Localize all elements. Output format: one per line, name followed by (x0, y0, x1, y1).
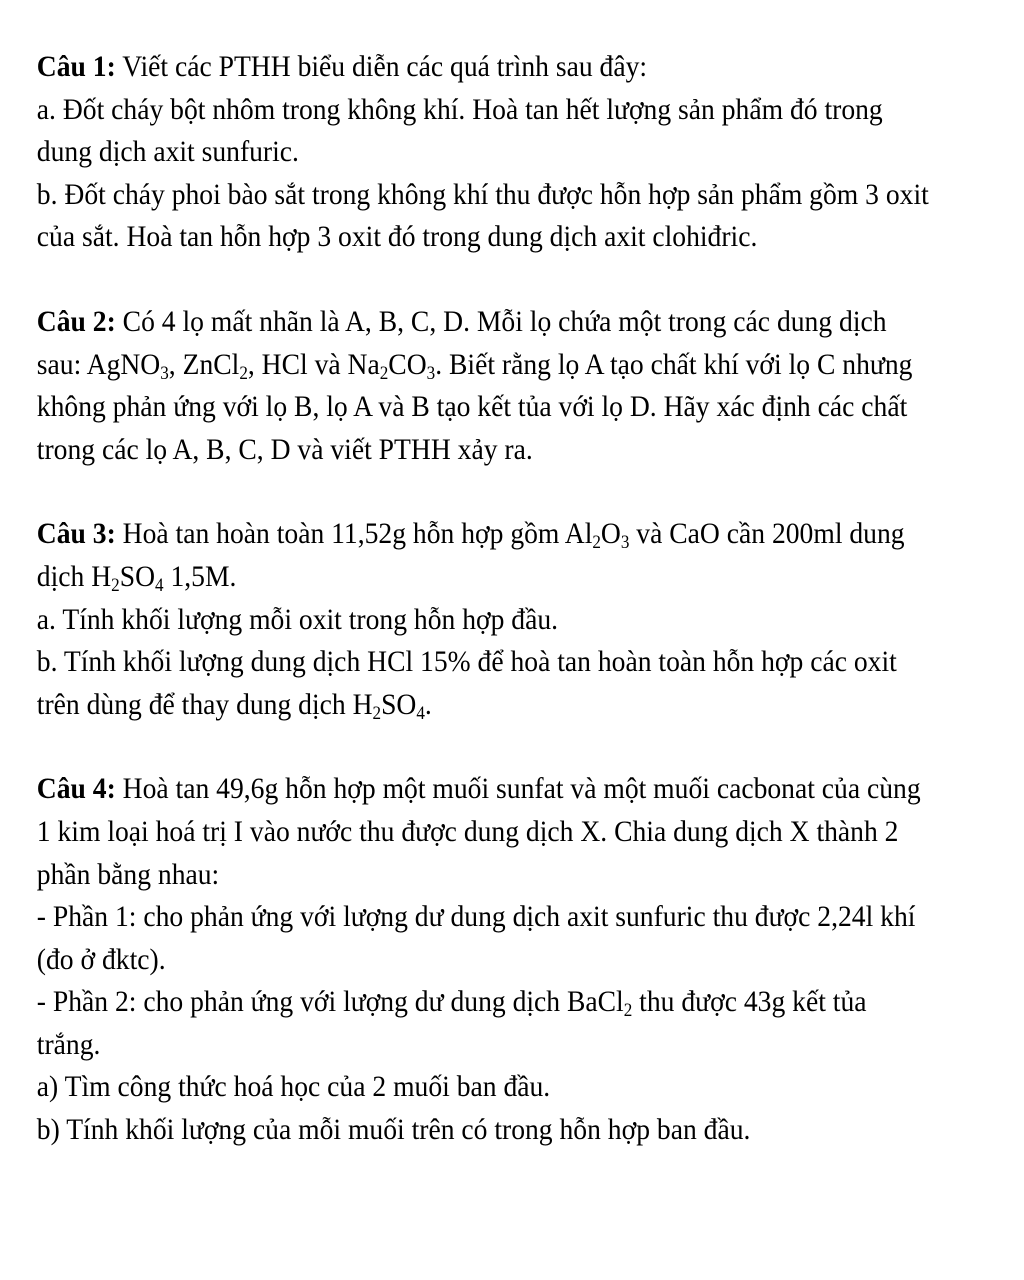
text-run: SO (119, 559, 156, 593)
text-run: - Phần 2: cho phản ứng với lượng dư dung dịch BaCl (36, 985, 624, 1019)
question-line (37, 599, 1011, 642)
text-run: b. Tính khối lượng dung dịch HCl 15% để hoà tan hoàn toàn hỗn hợp các oxit (36, 645, 897, 679)
text-run: trên dùng để thay dung dịch H (36, 687, 373, 721)
subscript: 2 (372, 702, 382, 724)
question-line (37, 896, 1011, 939)
text-run: dịch H (36, 559, 112, 593)
question-line (37, 811, 1011, 854)
subscript: 2 (239, 362, 248, 384)
question-label: Câu 2: (36, 304, 116, 338)
question-label: Câu 1: (36, 50, 116, 83)
text-run: Viết các PTHH biểu diễn các quá trình sau đây: (122, 50, 648, 83)
question-line (37, 174, 1011, 217)
question-line (37, 131, 1011, 174)
subscript: 2 (379, 362, 389, 384)
text-run: 1 kim loại hoá trị I vào nước thu được dung dịch X. Chia dung dịch X thành 2 (36, 814, 899, 848)
text-run: b) Tính khối lượng của mỗi muối trên có trong hỗn hợp ban đầu. (36, 1113, 751, 1147)
text-run: 1,5M. (163, 559, 237, 593)
text-run: không phản ứng với lọ B, lọ A và B tạo kết tủa với lọ D. Hãy xác định các chất (36, 390, 908, 424)
text-run: CO (388, 347, 427, 381)
text-run: O (600, 517, 621, 551)
text-run: a. Tính khối lượng mỗi oxit trong hỗn hợp đầu. (36, 602, 559, 636)
question-line (37, 981, 1011, 1024)
text-run: , ZnCl (168, 347, 240, 381)
question-line (37, 46, 1011, 89)
text-run: phần bằng nhau: (36, 857, 220, 891)
text-run: (đo ở đktc). (36, 942, 166, 976)
question-3 (37, 513, 1011, 726)
text-run: , HCl và Na (247, 347, 380, 381)
question-line (37, 1066, 1011, 1109)
question-line (37, 344, 1011, 387)
question-line (37, 89, 1011, 132)
subscript: 3 (620, 532, 630, 554)
text-run: trắng. (36, 1027, 101, 1061)
question-line (37, 301, 1011, 344)
text-run: Có 4 lọ mất nhãn là A, B, C, D. Mỗi lọ chứa một trong các dung dịch (122, 304, 887, 338)
subscript: 2 (623, 1000, 633, 1022)
text-run: SO (381, 687, 417, 721)
text-run: sau: AgNO (36, 347, 161, 381)
text-run: a. Đốt cháy bột nhôm trong không khí. Hoà tan hết lượng sản phẩm đó trong (36, 92, 883, 126)
subscript: 3 (426, 362, 436, 384)
text-run: a) Tìm công thức hoá học của 2 muối ban đầu. (36, 1070, 551, 1104)
question-line (37, 386, 1011, 429)
text-run: trong các lọ A, B, C, D và viết PTHH xảy ra. (36, 432, 533, 466)
question-label: Câu 4: (36, 772, 116, 806)
subscript: 3 (160, 362, 169, 384)
question-line (37, 513, 1011, 556)
question-line (37, 556, 1011, 599)
text-run: - Phần 1: cho phản ứng với lượng dư dung dịch axit sunfuric thu được 2,24l khí (36, 900, 916, 934)
question-label: Câu 3: (36, 517, 116, 551)
text-run: dung dịch axit sunfuric. (36, 135, 299, 169)
text-run: . (424, 687, 432, 721)
question-line (37, 1024, 1011, 1067)
text-run: và CaO cần 200ml dung (629, 517, 905, 551)
subscript: 4 (155, 575, 164, 597)
subscript: 2 (111, 575, 120, 597)
question-line (37, 216, 1011, 259)
subscript: 2 (592, 532, 601, 554)
question-line (37, 429, 1011, 472)
question-4 (37, 768, 1011, 1151)
question-1 (37, 46, 1011, 259)
text-run: Hoà tan hoàn toàn 11,52g hỗn hợp gồm Al (122, 517, 593, 551)
question-line (37, 854, 1011, 897)
text-run: b. Đốt cháy phoi bào sắt trong không khí thu được hỗn hợp sản phẩm gồm 3 oxit (36, 177, 929, 211)
question-line (37, 684, 1011, 727)
subscript: 4 (416, 702, 425, 724)
text-run: . Biết rằng lọ A tạo chất khí với lọ C nhưng (435, 347, 913, 381)
question-line (37, 768, 1011, 811)
text-run: thu được 43g kết tủa (632, 985, 867, 1019)
question-line (37, 1109, 1011, 1152)
question-2 (37, 301, 1011, 471)
text-run: của sắt. Hoà tan hỗn hợp 3 oxit đó trong dung dịch axit clohiđric. (36, 220, 758, 254)
question-line (37, 939, 1011, 982)
question-line (37, 641, 1011, 684)
text-run: Hoà tan 49,6g hỗn hợp một muối sunfat và một muối cacbonat của cùng (122, 772, 921, 806)
